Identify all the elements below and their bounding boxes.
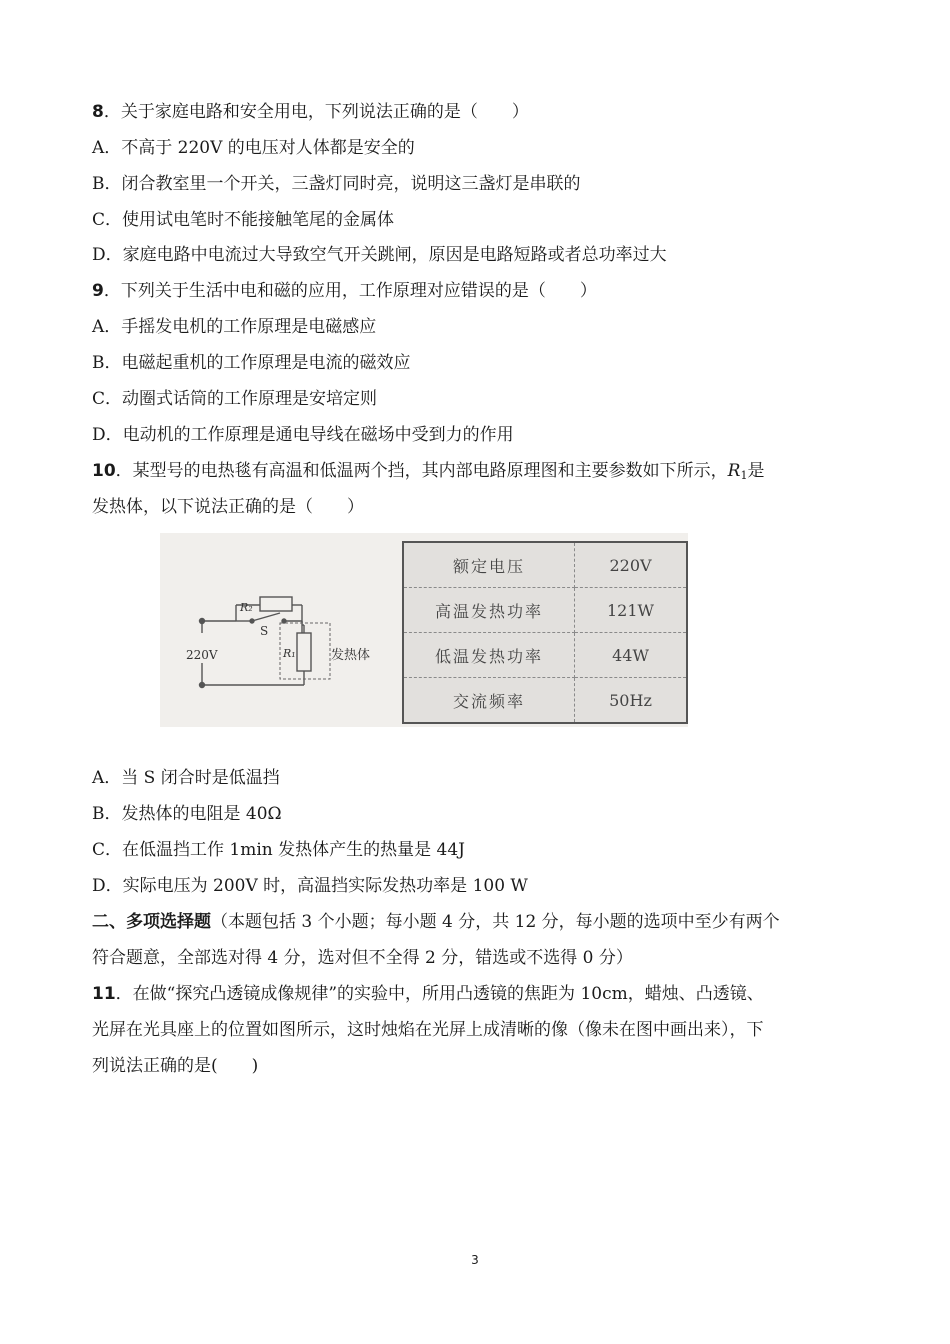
q8-option-a: A．不高于 220V 的电压对人体都是安全的 (92, 138, 415, 158)
q10-stem-line1 (92, 460, 872, 487)
q10-stem-text-a: ．某型号的电热毯有高温和低温两个挡，其内部电路原理图和主要参数如下所示， (115, 461, 728, 481)
q11-line3: 列说法正确的是( ) (92, 1056, 259, 1076)
q8-stem-text: ．关于家庭电路和安全用电，下列说法正确的是（ ） (103, 102, 529, 122)
param-value: 50Hz (609, 690, 652, 710)
q8-option-b: B．闭合教室里一个开关，三盏灯同时亮，说明这三盏灯是串联的 (92, 174, 581, 194)
parameter-table (402, 541, 688, 724)
q9-option-c: C．动圈式话筒的工作原理是安培定则 (92, 389, 378, 409)
switch-label: S (260, 624, 269, 638)
q9-stem (92, 280, 872, 302)
circuit-diagram (160, 533, 400, 727)
q11-line1 (92, 983, 872, 1005)
r1-label: R₁ (283, 647, 296, 660)
q10-figure (160, 533, 688, 727)
q9-option-b: B．电磁起重机的工作原理是电流的磁效应 (92, 353, 411, 373)
q11-line2: 光屏在光具座上的位置如图所示，这时烛焰在光屏上成清晰的像（像未在图中画出来），下 (92, 1020, 764, 1040)
q10-option-b: B．发热体的电阻是 40Ω (92, 804, 282, 824)
q9-stem-text: ．下列关于生活中电和磁的应用，工作原理对应错误的是（ ） (103, 281, 597, 301)
section2-title: 二、多项选择题 (92, 912, 211, 932)
param-key: 高温发热功率 (403, 588, 575, 633)
q8-number: 8 (92, 102, 104, 122)
section2-desc-1: （本题包括 3 个小题；每小题 4 分，共 12 分，每小题的选项中至少有两个 (211, 912, 780, 932)
q10-number: 10 (92, 461, 116, 481)
section2-line1 (92, 911, 872, 933)
table-row (403, 588, 687, 633)
q10-option-c: C．在低温挡工作 1min 发热体产生的热量是 44J (92, 840, 465, 860)
table-row (403, 678, 687, 724)
param-key: 低温发热功率 (403, 633, 575, 678)
heater-label: 发热体 (331, 648, 371, 663)
voltage-label: 220V (186, 648, 218, 662)
q10-option-a: A．当 S 闭合时是低温挡 (92, 768, 280, 788)
section2-desc-2: 符合题意，全部选对得 4 分，选对但不全得 2 分，错选或不选得 0 分） (92, 948, 633, 968)
param-key: 交流频率 (403, 678, 575, 724)
q9-option-a: A．手摇发电机的工作原理是电磁感应 (92, 317, 377, 337)
param-value: 220V (575, 542, 688, 588)
r2-label: R₂ (240, 601, 253, 614)
q11-number: 11 (92, 984, 116, 1004)
q8-option-c: C．使用试电笔时不能接触笔尾的金属体 (92, 210, 395, 230)
param-value: 121W (575, 588, 688, 633)
table-row (403, 633, 687, 678)
q9-number: 9 (92, 281, 104, 301)
q11-line1-text: ．在做“探究凸透镜成像规律”的实验中，所用凸透镜的焦距为 10cm，蜡烛、凸透镜、 (115, 984, 764, 1004)
q8-stem (92, 101, 872, 123)
param-value: 44W (575, 633, 688, 678)
q10-stem-text-b: 是 (747, 461, 765, 481)
q10-option-d: D．实际电压为 200V 时，高温挡实际发热功率是 100 W (92, 876, 528, 896)
param-key: 额定电压 (403, 542, 575, 588)
q9-option-d: D．电动机的工作原理是通电导线在磁场中受到力的作用 (92, 425, 514, 445)
q8-option-d: D．家庭电路中电流过大导致空气开关跳闸，原因是电路短路或者总功率过大 (92, 245, 667, 265)
q10-stem-line2: 发热体，以下说法正确的是（ ） (92, 497, 364, 517)
table-row (403, 542, 687, 588)
r1-subscript: 1 (740, 469, 748, 482)
r1-symbol: R (727, 461, 741, 481)
page-number: 3 (471, 1253, 479, 1267)
